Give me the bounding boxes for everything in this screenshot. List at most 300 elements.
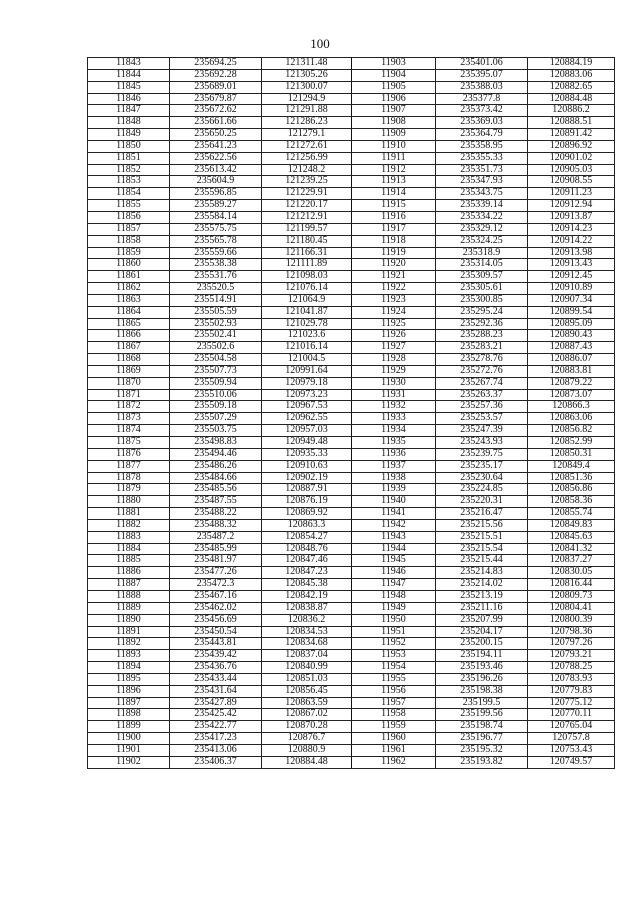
table-row	[88, 756, 615, 768]
y-coordinate-cell: 120886.07	[528, 354, 615, 366]
y-coordinate-cell: 120913.87	[528, 211, 615, 223]
x-coordinate-cell: 235198.74	[436, 721, 528, 733]
y-coordinate-cell: 120883.06	[528, 69, 615, 81]
y-coordinate-cell: 120949.48	[262, 437, 352, 449]
point-number-cell: 11926	[352, 330, 436, 342]
point-number-cell: 11859	[88, 247, 170, 259]
x-coordinate-cell: 235351.73	[436, 164, 528, 176]
table-row	[88, 413, 615, 425]
point-number-cell: 11917	[352, 223, 436, 235]
y-coordinate-cell: 121016.14	[262, 342, 352, 354]
point-number-cell: 11844	[88, 69, 170, 81]
y-coordinate-cell: 120895.09	[528, 318, 615, 330]
table-row	[88, 567, 615, 579]
x-coordinate-cell: 235339.14	[436, 200, 528, 212]
x-coordinate-cell: 235425.42	[170, 709, 262, 721]
y-coordinate-cell: 120891.42	[528, 129, 615, 141]
point-number-cell: 11872	[88, 401, 170, 413]
y-coordinate-cell: 120991.64	[262, 365, 352, 377]
point-number-cell: 11876	[88, 448, 170, 460]
x-coordinate-cell: 235216.47	[436, 508, 528, 520]
y-coordinate-cell: 121199.57	[262, 223, 352, 235]
point-number-cell: 11937	[352, 460, 436, 472]
point-number-cell: 11860	[88, 259, 170, 271]
point-number-cell: 11929	[352, 365, 436, 377]
x-coordinate-cell: 235300.85	[436, 294, 528, 306]
point-number-cell: 11845	[88, 81, 170, 93]
table-row	[88, 555, 615, 567]
x-coordinate-cell: 235481.97	[170, 555, 262, 567]
point-number-cell: 11886	[88, 567, 170, 579]
y-coordinate-cell: 120884.48	[528, 93, 615, 105]
point-number-cell: 11869	[88, 365, 170, 377]
y-coordinate-cell: 120902.19	[262, 472, 352, 484]
y-coordinate-cell: 120845.63	[528, 531, 615, 543]
point-number-cell: 11918	[352, 235, 436, 247]
y-coordinate-cell: 121305.26	[262, 69, 352, 81]
point-number-cell: 11932	[352, 401, 436, 413]
x-coordinate-cell: 235467.16	[170, 590, 262, 602]
y-coordinate-cell: 121220.17	[262, 200, 352, 212]
point-number-cell: 11850	[88, 140, 170, 152]
y-coordinate-cell: 120884.19	[528, 58, 615, 70]
y-coordinate-cell: 120757.8	[528, 733, 615, 745]
x-coordinate-cell: 235278.76	[436, 354, 528, 366]
point-number-cell: 11854	[88, 188, 170, 200]
table-row	[88, 176, 615, 188]
point-number-cell: 11911	[352, 152, 436, 164]
point-number-cell: 11877	[88, 460, 170, 472]
point-number-cell: 11900	[88, 733, 170, 745]
x-coordinate-cell: 235485.56	[170, 484, 262, 496]
x-coordinate-cell: 235488.32	[170, 519, 262, 531]
y-coordinate-cell: 120856.45	[262, 685, 352, 697]
table-row	[88, 448, 615, 460]
x-coordinate-cell: 235443.81	[170, 638, 262, 650]
point-number-cell: 11927	[352, 342, 436, 354]
point-number-cell: 11882	[88, 519, 170, 531]
y-coordinate-cell: 120913.43	[528, 259, 615, 271]
point-number-cell: 11892	[88, 638, 170, 650]
x-coordinate-cell: 235487.55	[170, 496, 262, 508]
point-number-cell: 11907	[352, 105, 436, 117]
y-coordinate-cell: 120845.38	[262, 579, 352, 591]
table-row	[88, 188, 615, 200]
x-coordinate-cell: 235267.74	[436, 377, 528, 389]
x-coordinate-cell: 235406.37	[170, 756, 262, 768]
point-number-cell: 11902	[88, 756, 170, 768]
y-coordinate-cell: 120852.99	[528, 437, 615, 449]
table-row	[88, 460, 615, 472]
y-coordinate-cell: 120879.22	[528, 377, 615, 389]
point-number-cell: 11922	[352, 283, 436, 295]
table-row	[88, 531, 615, 543]
point-number-cell: 11925	[352, 318, 436, 330]
table-row	[88, 354, 615, 366]
x-coordinate-cell: 235211.16	[436, 602, 528, 614]
x-coordinate-cell: 235215.54	[436, 543, 528, 555]
table-row	[88, 733, 615, 745]
x-coordinate-cell: 235510.06	[170, 389, 262, 401]
point-number-cell: 11942	[352, 519, 436, 531]
point-number-cell: 11893	[88, 650, 170, 662]
y-coordinate-cell: 121256.99	[262, 152, 352, 164]
x-coordinate-cell: 235214.83	[436, 567, 528, 579]
table-row	[88, 294, 615, 306]
point-number-cell: 11862	[88, 283, 170, 295]
table-row	[88, 697, 615, 709]
y-coordinate-cell: 120867.02	[262, 709, 352, 721]
y-coordinate-cell: 120834.53	[262, 626, 352, 638]
point-number-cell: 11938	[352, 472, 436, 484]
y-coordinate-cell: 120873.07	[528, 389, 615, 401]
point-number-cell: 11879	[88, 484, 170, 496]
y-coordinate-cell: 120979.18	[262, 377, 352, 389]
point-number-cell: 11866	[88, 330, 170, 342]
table-row	[88, 673, 615, 685]
y-coordinate-cell: 120837.27	[528, 555, 615, 567]
y-coordinate-cell: 120848.76	[262, 543, 352, 555]
point-number-cell: 11948	[352, 590, 436, 602]
x-coordinate-cell: 235215.56	[436, 519, 528, 531]
x-coordinate-cell: 235253.57	[436, 413, 528, 425]
table-row	[88, 744, 615, 756]
point-number-cell: 11849	[88, 129, 170, 141]
x-coordinate-cell: 235641.23	[170, 140, 262, 152]
point-number-cell: 11847	[88, 105, 170, 117]
x-coordinate-cell: 235196.26	[436, 673, 528, 685]
point-number-cell: 11895	[88, 673, 170, 685]
table-row	[88, 140, 615, 152]
y-coordinate-cell: 120876.7	[262, 733, 352, 745]
y-coordinate-cell: 120847.46	[262, 555, 352, 567]
x-coordinate-cell: 235369.03	[436, 117, 528, 129]
table-row	[88, 685, 615, 697]
y-coordinate-cell: 120973.23	[262, 389, 352, 401]
x-coordinate-cell: 235604.9	[170, 176, 262, 188]
y-coordinate-cell: 120851.03	[262, 673, 352, 685]
table-row	[88, 425, 615, 437]
x-coordinate-cell: 235318.9	[436, 247, 528, 259]
y-coordinate-cell: 121279.1	[262, 129, 352, 141]
y-coordinate-cell: 120912.94	[528, 200, 615, 212]
x-coordinate-cell: 235283.21	[436, 342, 528, 354]
point-number-cell: 11868	[88, 354, 170, 366]
x-coordinate-cell: 235514.91	[170, 294, 262, 306]
x-coordinate-cell: 235309.57	[436, 271, 528, 283]
x-coordinate-cell: 235257.36	[436, 401, 528, 413]
y-coordinate-cell: 121239.25	[262, 176, 352, 188]
x-coordinate-cell: 235215.51	[436, 531, 528, 543]
x-coordinate-cell: 235672.62	[170, 105, 262, 117]
y-coordinate-cell: 121098.03	[262, 271, 352, 283]
y-coordinate-cell: 120834.68	[262, 638, 352, 650]
y-coordinate-cell: 120797.26	[528, 638, 615, 650]
point-number-cell: 11880	[88, 496, 170, 508]
x-coordinate-cell: 235314.05	[436, 259, 528, 271]
table-row	[88, 389, 615, 401]
x-coordinate-cell: 235439.42	[170, 650, 262, 662]
x-coordinate-cell: 235589.27	[170, 200, 262, 212]
x-coordinate-cell: 235247.39	[436, 425, 528, 437]
point-number-cell: 11957	[352, 697, 436, 709]
y-coordinate-cell: 121248.2	[262, 164, 352, 176]
y-coordinate-cell: 120838.87	[262, 602, 352, 614]
x-coordinate-cell: 235488.22	[170, 508, 262, 520]
x-coordinate-cell: 235207.99	[436, 614, 528, 626]
point-number-cell: 11856	[88, 211, 170, 223]
x-coordinate-cell: 235334.22	[436, 211, 528, 223]
y-coordinate-cell: 121311.48	[262, 58, 352, 70]
point-number-cell: 11890	[88, 614, 170, 626]
x-coordinate-cell: 235503.75	[170, 425, 262, 437]
x-coordinate-cell: 235433.44	[170, 673, 262, 685]
x-coordinate-cell: 235239.75	[436, 448, 528, 460]
x-coordinate-cell: 235596.85	[170, 188, 262, 200]
point-number-cell: 11931	[352, 389, 436, 401]
y-coordinate-cell: 120856.86	[528, 484, 615, 496]
y-coordinate-cell: 120967.53	[262, 401, 352, 413]
table-row	[88, 58, 615, 70]
table-row	[88, 211, 615, 223]
y-coordinate-cell: 120908.55	[528, 176, 615, 188]
x-coordinate-cell: 235364.79	[436, 129, 528, 141]
x-coordinate-cell: 235193.46	[436, 662, 528, 674]
y-coordinate-cell: 120887.91	[262, 484, 352, 496]
point-number-cell: 11912	[352, 164, 436, 176]
table-row	[88, 93, 615, 105]
point-number-cell: 11861	[88, 271, 170, 283]
x-coordinate-cell: 235214.02	[436, 579, 528, 591]
table-row	[88, 365, 615, 377]
point-number-cell: 11919	[352, 247, 436, 259]
x-coordinate-cell: 235477.26	[170, 567, 262, 579]
table-row	[88, 105, 615, 117]
x-coordinate-cell: 235502.6	[170, 342, 262, 354]
point-number-cell: 11949	[352, 602, 436, 614]
y-coordinate-cell: 120911.23	[528, 188, 615, 200]
point-number-cell: 11846	[88, 93, 170, 105]
table-row	[88, 590, 615, 602]
y-coordinate-cell: 120837.04	[262, 650, 352, 662]
point-number-cell: 11875	[88, 437, 170, 449]
x-coordinate-cell: 235194.11	[436, 650, 528, 662]
y-coordinate-cell: 120855.74	[528, 508, 615, 520]
y-coordinate-cell: 120886.2	[528, 105, 615, 117]
table-row	[88, 496, 615, 508]
point-number-cell: 11939	[352, 484, 436, 496]
y-coordinate-cell: 121023.6	[262, 330, 352, 342]
point-number-cell: 11843	[88, 58, 170, 70]
x-coordinate-cell: 235243.93	[436, 437, 528, 449]
point-number-cell: 11863	[88, 294, 170, 306]
x-coordinate-cell: 235486.26	[170, 460, 262, 472]
x-coordinate-cell: 235199.5	[436, 697, 528, 709]
y-coordinate-cell: 120854.27	[262, 531, 352, 543]
x-coordinate-cell: 235422.77	[170, 721, 262, 733]
point-number-cell: 11955	[352, 673, 436, 685]
x-coordinate-cell: 235584.14	[170, 211, 262, 223]
point-number-cell: 11903	[352, 58, 436, 70]
y-coordinate-cell: 120842.19	[262, 590, 352, 602]
table-row	[88, 235, 615, 247]
x-coordinate-cell: 235427.89	[170, 697, 262, 709]
point-number-cell: 11959	[352, 721, 436, 733]
point-number-cell: 11899	[88, 721, 170, 733]
y-coordinate-cell: 121180.45	[262, 235, 352, 247]
point-number-cell: 11924	[352, 306, 436, 318]
x-coordinate-cell: 235613.42	[170, 164, 262, 176]
x-coordinate-cell: 235193.82	[436, 756, 528, 768]
y-coordinate-cell: 120869.92	[262, 508, 352, 520]
page-number: 100	[310, 36, 330, 51]
point-number-cell: 11954	[352, 662, 436, 674]
x-coordinate-cell: 235292.36	[436, 318, 528, 330]
y-coordinate-cell: 121166.31	[262, 247, 352, 259]
table-row	[88, 247, 615, 259]
x-coordinate-cell: 235689.01	[170, 81, 262, 93]
x-coordinate-cell: 235538.38	[170, 259, 262, 271]
x-coordinate-cell: 235395.07	[436, 69, 528, 81]
table-row	[88, 638, 615, 650]
y-coordinate-cell: 121300.07	[262, 81, 352, 93]
point-number-cell: 11887	[88, 579, 170, 591]
x-coordinate-cell: 235204.17	[436, 626, 528, 638]
x-coordinate-cell: 235305.61	[436, 283, 528, 295]
y-coordinate-cell: 121029.78	[262, 318, 352, 330]
y-coordinate-cell: 121294.9	[262, 93, 352, 105]
x-coordinate-cell: 235494.46	[170, 448, 262, 460]
coordinates-table-body	[88, 58, 615, 769]
y-coordinate-cell: 120882.65	[528, 81, 615, 93]
point-number-cell: 11891	[88, 626, 170, 638]
point-number-cell: 11958	[352, 709, 436, 721]
table-row	[88, 377, 615, 389]
y-coordinate-cell: 120800.39	[528, 614, 615, 626]
y-coordinate-cell: 120914.22	[528, 235, 615, 247]
x-coordinate-cell: 235198.38	[436, 685, 528, 697]
x-coordinate-cell: 235401.06	[436, 58, 528, 70]
x-coordinate-cell: 235431.64	[170, 685, 262, 697]
point-number-cell: 11934	[352, 425, 436, 437]
point-number-cell: 11933	[352, 413, 436, 425]
y-coordinate-cell: 120899.54	[528, 306, 615, 318]
x-coordinate-cell: 235196.77	[436, 733, 528, 745]
point-number-cell: 11961	[352, 744, 436, 756]
x-coordinate-cell: 235502.93	[170, 318, 262, 330]
y-coordinate-cell: 120866.3	[528, 401, 615, 413]
point-number-cell: 11906	[352, 93, 436, 105]
y-coordinate-cell: 120905.03	[528, 164, 615, 176]
x-coordinate-cell: 235413.06	[170, 744, 262, 756]
point-number-cell: 11915	[352, 200, 436, 212]
x-coordinate-cell: 235417.23	[170, 733, 262, 745]
table-row	[88, 117, 615, 129]
table-row	[88, 602, 615, 614]
point-number-cell: 11909	[352, 129, 436, 141]
y-coordinate-cell: 120770.11	[528, 709, 615, 721]
table-row	[88, 129, 615, 141]
table-row	[88, 306, 615, 318]
point-number-cell: 11867	[88, 342, 170, 354]
y-coordinate-cell: 120914.23	[528, 223, 615, 235]
point-number-cell: 11962	[352, 756, 436, 768]
point-number-cell: 11883	[88, 531, 170, 543]
x-coordinate-cell: 235272.76	[436, 365, 528, 377]
y-coordinate-cell: 120901.02	[528, 152, 615, 164]
point-number-cell: 11873	[88, 413, 170, 425]
point-number-cell: 11888	[88, 590, 170, 602]
y-coordinate-cell: 120849.83	[528, 519, 615, 531]
point-number-cell: 11857	[88, 223, 170, 235]
point-number-cell: 11946	[352, 567, 436, 579]
y-coordinate-cell: 120798.36	[528, 626, 615, 638]
x-coordinate-cell: 235195.32	[436, 744, 528, 756]
point-number-cell: 11897	[88, 697, 170, 709]
y-coordinate-cell: 120840.99	[262, 662, 352, 674]
x-coordinate-cell: 235329.12	[436, 223, 528, 235]
point-number-cell: 11953	[352, 650, 436, 662]
table-row	[88, 614, 615, 626]
x-coordinate-cell: 235388.03	[436, 81, 528, 93]
point-number-cell: 11920	[352, 259, 436, 271]
x-coordinate-cell: 235484.66	[170, 472, 262, 484]
table-row	[88, 271, 615, 283]
x-coordinate-cell: 235377.8	[436, 93, 528, 105]
x-coordinate-cell: 235358.95	[436, 140, 528, 152]
x-coordinate-cell: 235559.66	[170, 247, 262, 259]
y-coordinate-cell: 120793.21	[528, 650, 615, 662]
y-coordinate-cell: 120765.04	[528, 721, 615, 733]
x-coordinate-cell: 235507.73	[170, 365, 262, 377]
x-coordinate-cell: 235507.29	[170, 413, 262, 425]
x-coordinate-cell: 235213.19	[436, 590, 528, 602]
y-coordinate-cell: 120863.3	[262, 519, 352, 531]
y-coordinate-cell: 120962.55	[262, 413, 352, 425]
table-row	[88, 662, 615, 674]
y-coordinate-cell: 120913.98	[528, 247, 615, 259]
y-coordinate-cell: 120804.41	[528, 602, 615, 614]
table-row	[88, 223, 615, 235]
x-coordinate-cell: 235661.66	[170, 117, 262, 129]
y-coordinate-cell: 120753.43	[528, 744, 615, 756]
x-coordinate-cell: 235650.25	[170, 129, 262, 141]
x-coordinate-cell: 235295.24	[436, 306, 528, 318]
x-coordinate-cell: 235531.76	[170, 271, 262, 283]
x-coordinate-cell: 235472.3	[170, 579, 262, 591]
x-coordinate-cell: 235692.28	[170, 69, 262, 81]
point-number-cell: 11851	[88, 152, 170, 164]
y-coordinate-cell: 120890.43	[528, 330, 615, 342]
point-number-cell: 11923	[352, 294, 436, 306]
y-coordinate-cell: 120847.23	[262, 567, 352, 579]
x-coordinate-cell: 235230.64	[436, 472, 528, 484]
table-row	[88, 508, 615, 520]
y-coordinate-cell: 120841.32	[528, 543, 615, 555]
x-coordinate-cell: 235694.25	[170, 58, 262, 70]
x-coordinate-cell: 235485.99	[170, 543, 262, 555]
y-coordinate-cell: 120779.83	[528, 685, 615, 697]
y-coordinate-cell: 120788.25	[528, 662, 615, 674]
y-coordinate-cell: 120858.36	[528, 496, 615, 508]
point-number-cell: 11852	[88, 164, 170, 176]
point-number-cell: 11881	[88, 508, 170, 520]
point-number-cell: 11916	[352, 211, 436, 223]
y-coordinate-cell: 121272.61	[262, 140, 352, 152]
table-row	[88, 519, 615, 531]
x-coordinate-cell: 235355.33	[436, 152, 528, 164]
x-coordinate-cell: 235575.75	[170, 223, 262, 235]
